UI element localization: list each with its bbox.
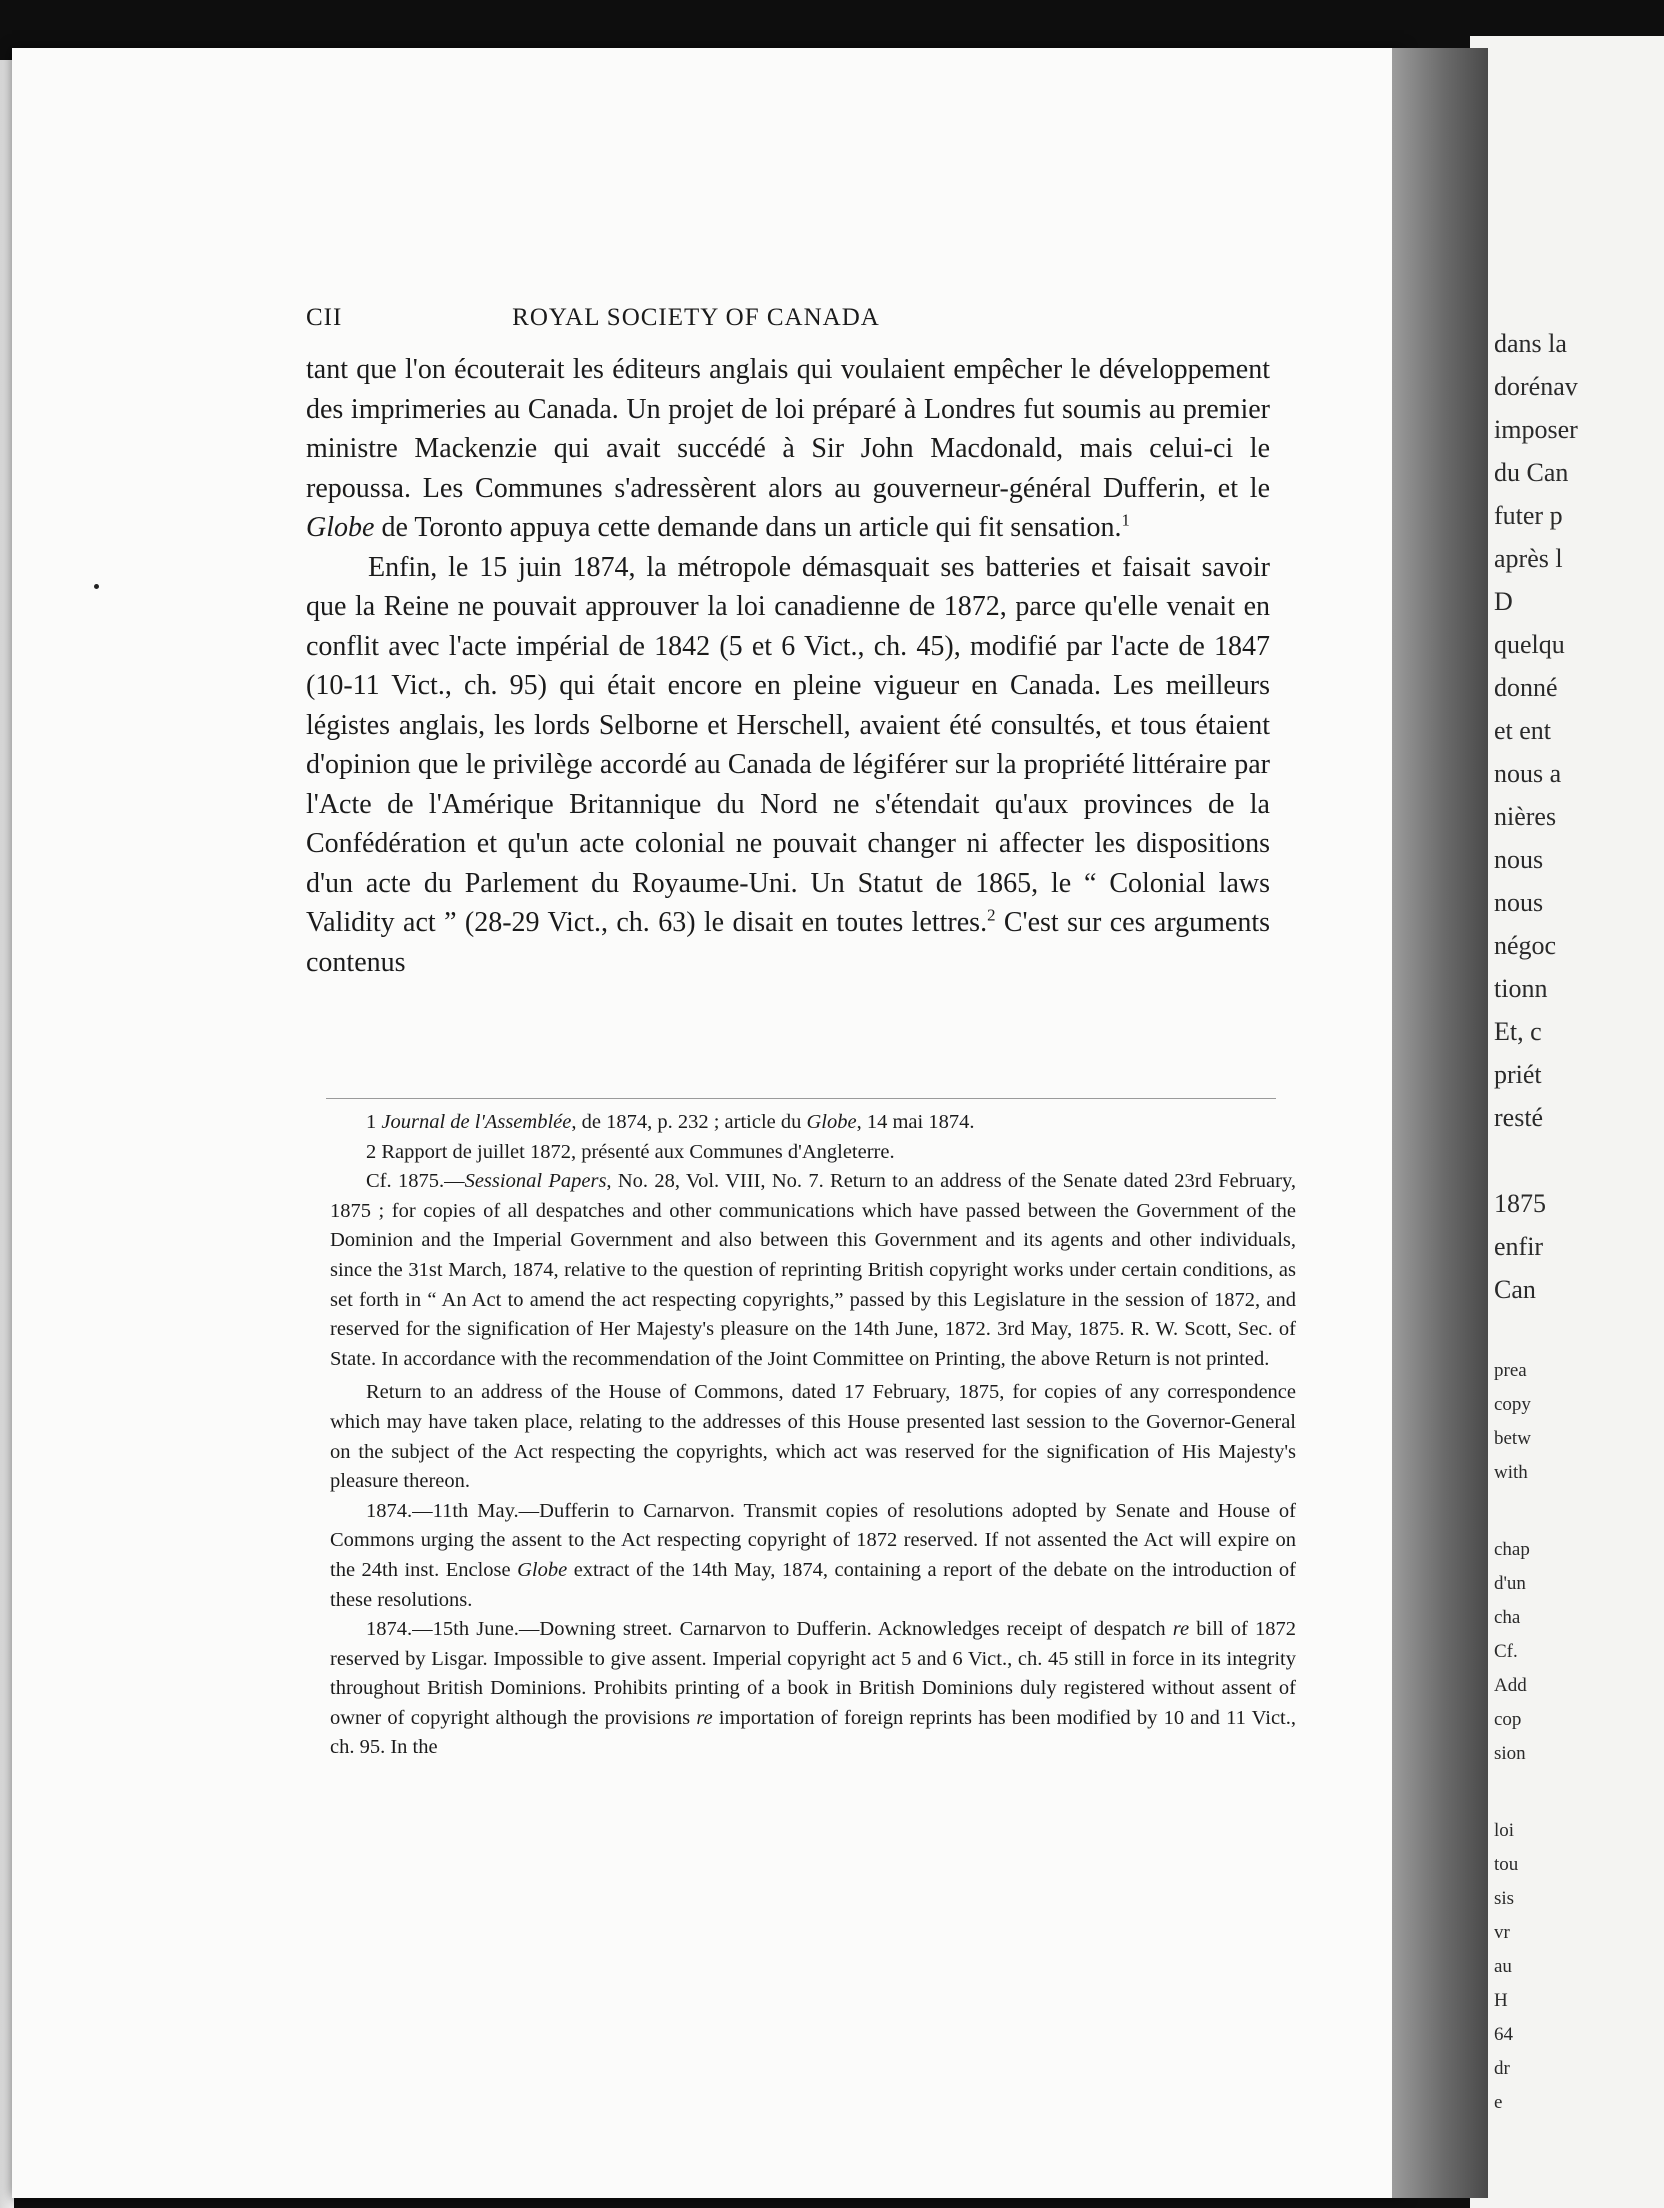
facing-line: betw — [1494, 1428, 1531, 1449]
facing-line: nous — [1494, 845, 1544, 874]
facing-line: dorénav — [1494, 372, 1578, 401]
facing-line: with — [1494, 1462, 1528, 1483]
italic-run: Globe — [517, 1558, 568, 1581]
facing-line: donné — [1494, 673, 1558, 702]
footnote — [330, 1378, 1296, 1496]
facing-line: loi — [1494, 1820, 1515, 1841]
facing-line: 1875 — [1494, 1189, 1546, 1218]
text-run: 1 — [366, 1111, 382, 1133]
facing-line: vr — [1494, 1922, 1510, 1943]
facing-line: tou — [1494, 1854, 1519, 1875]
facing-line: prea — [1494, 1360, 1527, 1381]
facing-line: Can — [1494, 1275, 1536, 1304]
running-title: ROYAL SOCIETY OF CANADA — [512, 304, 880, 331]
text-run: Return to an address of the House of Commons, dated 17 February, 1875, for copies of any correspondence which may have taken place, relating to the addresses of this House presented last session to the Governor-General on the subject of the Act respecting the copyrights, which act was reserved for the signification of His Majesty's pleasure thereon. — [330, 1381, 1296, 1493]
facing-line: après l — [1494, 544, 1563, 573]
text-run: Cf. 1875.— — [366, 1170, 465, 1193]
text-run: 1874.—11th May.—Dufferin to Carnarvon. Transmit copies of resolutions adopted by Senate and House of Commons urging the assent to the Act respecting copyright of 1872 reserved. If not assented the Act will expire on the 24th inst. Enclose — [330, 1499, 1296, 1581]
text-run: Enfin, le 15 juin 1874, la métropole démasquait ses batteries et faisait savoir que la Reine ne pouvait approuver la loi canadienne de 1872, parce qu'elle venait en conflit avec l'acte impérial de 1842 (5 et 6 Vict., ch. 45), modifié par l'acte de 1847 (10-11 Vict., ch. 95) qui était encore en pleine vigueur en Canada. Les meilleurs légistes anglais, les lords Selborne et Herschell, avaient été consultés, et tous étaient d'opinion que le privilège accordé au Canada de légiférer sur la propriété littéraire par l'Acte de l'Amérique Britannique du Nord ne s'étendait qu'aux provinces de la Confédération et qu'un acte colonial ne pouvait changer ni affecter les dispositions d'un acte du Parlement du Royaume-Uni. Un Statut de 1865, le “ Colonial laws Validity act ” (28-29 Vict., ch. 63) le disait en toutes lettres. — [306, 551, 1270, 938]
text-run: bill of 1872 reserved by Lisgar. Impossible to give assent. Imperial copyright act 5 and 6 Vict., ch. 45 still in force in its integrity throughout British Dominions. Prohibits printing of a book in British Dominions duly registered without assent of owner of copyright although the provisions — [330, 1618, 1296, 1729]
facing-line — [1494, 1139, 1664, 1182]
facing-line: priét — [1494, 1060, 1542, 1089]
facing-line: au — [1494, 1956, 1512, 1977]
text-run: , de 1874, p. 232 ; article du — [571, 1111, 807, 1133]
facing-line: 64 — [1494, 2024, 1513, 2045]
text-run: tant que l'on écouterait les éditeurs anglais qui voulaient empêcher le développement des imprimeries au Canada. Un projet de loi préparé à Londres fut soumis au premier ministre Mackenzie qui avait succédé à Sir John Macdonald, mais celui-ci le repoussa. Les Communes s'adressèrent alors au gouverneur-général Dufferin, et le — [306, 354, 1270, 504]
facing-line: quelqu — [1494, 630, 1565, 659]
facing-line: tionn — [1494, 974, 1548, 1003]
footnote — [330, 1108, 1296, 1138]
facing-line: chap — [1494, 1539, 1530, 1560]
text-run: 2 Rapport de juillet 1872, présenté aux Communes d'Angleterre. — [366, 1140, 895, 1163]
text-run: 1874.—15th June.—Downing street. Carnarvon to Dufferin. Acknowledges receipt of despatch — [366, 1618, 1173, 1641]
facing-line: D — [1494, 587, 1513, 616]
facing-line: futer p — [1494, 501, 1563, 530]
body-text — [306, 350, 1270, 982]
facing-line: dans la — [1494, 329, 1567, 358]
facing-line — [1494, 1311, 1664, 1354]
footnote — [330, 1497, 1296, 1615]
facing-line: et ent — [1494, 716, 1552, 745]
facing-line: enfir — [1494, 1232, 1544, 1261]
facing-line: Et, c — [1494, 1017, 1542, 1046]
italic-run: Globe — [306, 512, 375, 543]
facing-page-text — [1494, 322, 1664, 2120]
facing-line: e — [1494, 2092, 1503, 2113]
footnote — [330, 1167, 1296, 1374]
facing-line: sion — [1494, 1743, 1526, 1764]
italic-run: re — [696, 1706, 713, 1729]
facing-line: Add — [1494, 1675, 1527, 1696]
footnote — [330, 1138, 1296, 1168]
text-run: extract of the 14th May, 1874, containing a report of the debate on the introduction of these resolutions. — [330, 1558, 1296, 1611]
paragraph — [306, 350, 1270, 548]
paragraph — [306, 548, 1270, 983]
facing-line: d'un — [1494, 1573, 1526, 1594]
text-run: importation of foreign reprints has been modified by 10 and 11 Vict., ch. 95. In the — [330, 1706, 1296, 1759]
facing-line: nous a — [1494, 759, 1562, 788]
facing-line — [1494, 1771, 1664, 1814]
facing-line: nous — [1494, 888, 1544, 917]
footnote-rule — [326, 1098, 1276, 1099]
footnote-ref: 1 — [1121, 510, 1130, 530]
facing-line: dr — [1494, 2058, 1510, 2079]
facing-line — [1494, 1490, 1664, 1533]
page-edge-shadow — [1392, 48, 1488, 2198]
facing-line: copy — [1494, 1394, 1531, 1415]
text-run: C'est sur ces arguments contenus — [306, 907, 1270, 978]
footnote-ref: 2 — [987, 905, 996, 925]
running-head — [306, 304, 1286, 344]
footnote — [330, 1615, 1296, 1763]
margin-mark — [94, 584, 99, 589]
italic-run: Globe — [806, 1111, 857, 1133]
italic-run: re — [1172, 1618, 1190, 1641]
facing-line: sis — [1494, 1888, 1515, 1909]
facing-line: resté — [1494, 1103, 1544, 1132]
facing-line: du Can — [1494, 458, 1569, 487]
footnotes — [330, 1108, 1296, 1763]
text-run: de Toronto appuya cette demande dans un article qui fit sensation. — [374, 512, 1122, 543]
facing-line: H — [1494, 1990, 1508, 2011]
facing-line: Cf. — [1494, 1641, 1518, 1662]
italic-run: Sessional Papers — [464, 1170, 607, 1193]
facing-line: imposer — [1494, 415, 1578, 444]
text-run: , 14 mai 1874. — [856, 1111, 975, 1133]
text-run: , No. 28, Vol. VIII, No. 7. Return to an address of the Senate dated 23rd February, 1875 ; for copies of all despatches and other communications which have passed between the Government of the Dominion and the Imperial Government and also between this Government and its agents and other individuals, since the 31st March, 1874, relative to the question of reprinting British copyright works under certain conditions, as set forth in “ An Act to amend the act respecting copyrights,” passed by this Legislature in the session of 1872, and reserved for the signification of Her Majesty's pleasure on the 14th June, 1872. 3rd May, 1875. R. W. Scott, Sec. of State. In accordance with the recommendation of the Joint Committee on Printing, the above Return is not printed. — [330, 1170, 1297, 1370]
facing-line: nières — [1494, 802, 1557, 831]
page-number: CII — [306, 304, 343, 331]
facing-line: négoc — [1494, 931, 1557, 960]
facing-line: cop — [1494, 1709, 1522, 1730]
italic-run: Journal de l'Assemblée — [381, 1111, 572, 1133]
facing-line: cha — [1494, 1607, 1521, 1628]
